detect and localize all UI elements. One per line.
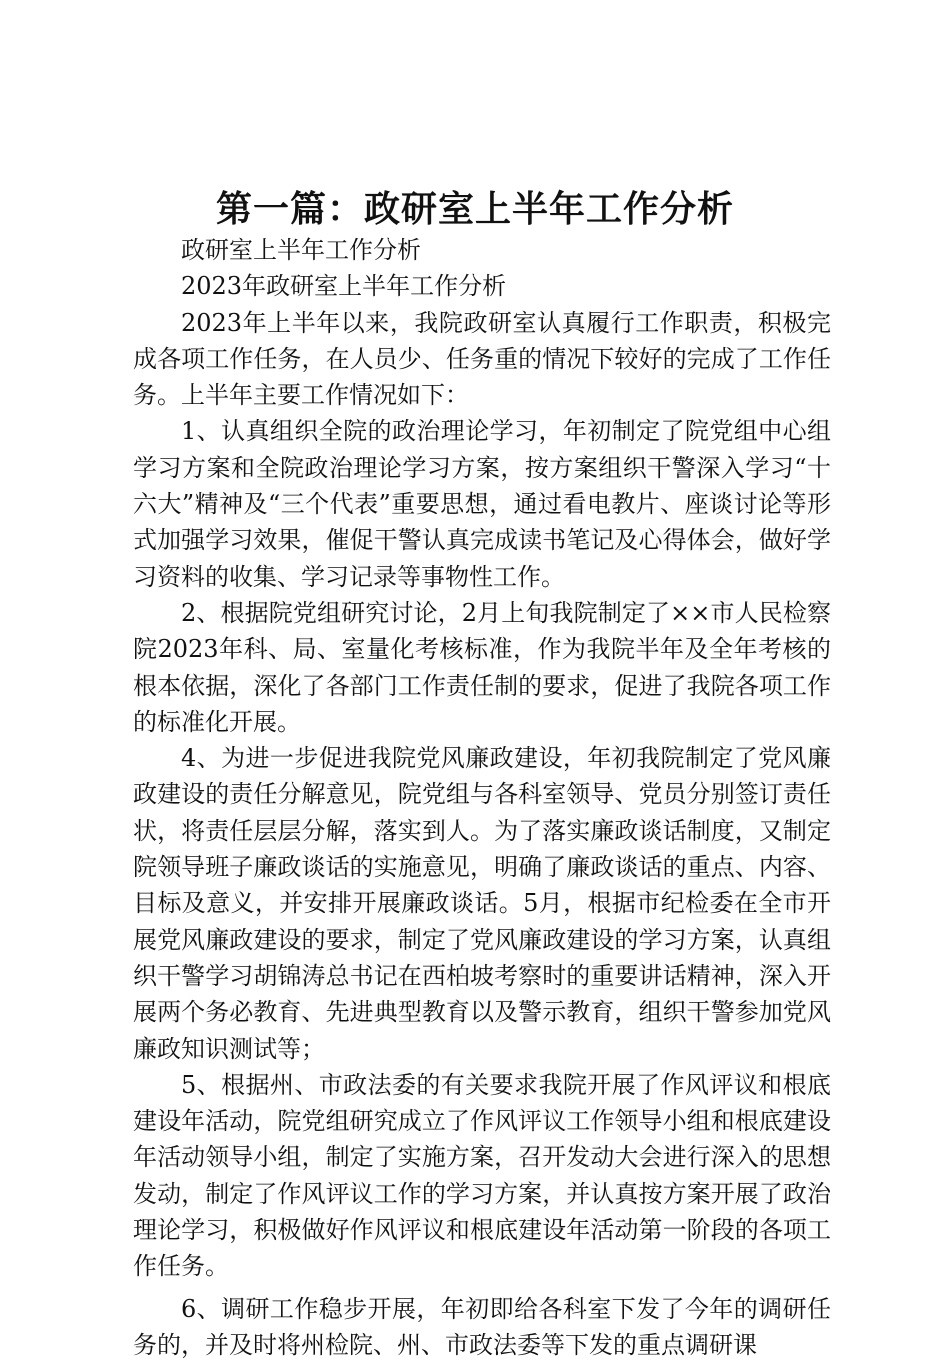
document-title: 第一篇：政研室上半年工作分析 bbox=[215, 188, 734, 230]
item-5-paragraph: 5、根据州、市政法委的有关要求我院开展了作风评议和根底建设年活动，院党组研究成立了作风评议工作领导小组和根底建设年活动领导小组，制定了实施方案，召开发动大会进行深入的思想发动，制定了作风评议工作的学习方案，并认真按方案开展了政治理论学习，积极做好作风评议和根底建设年活动第一阶段的各项工作任务。 bbox=[133, 1070, 831, 1281]
intro-paragraph: 2023年上半年以来，我院政研室认真履行工作职责，积极完成各项工作任务，在人员少、任务重的情况下较好的完成了工作任务。上半年主要工作情况如下： bbox=[133, 308, 831, 410]
year-subtitle-paragraph: 2023年政研室上半年工作分析 bbox=[181, 272, 507, 301]
subtitle-paragraph: 政研室上半年工作分析 bbox=[181, 236, 421, 264]
document-body bbox=[133, 232, 831, 1363]
item-4-paragraph: 4、为进一步促进我院党风廉政建设，年初我院制定了党风廉政建设的责任分解意见，院党组与各科室领导、党员分别签订责任状，将责任层层分解，落实到人。为了落实廉政谈话制度，又制定院领导班子廉政谈话的实施意见，明确了廉政谈话的重点、内容、目标及意义，并安排开展廉政谈话。5月，根据市纪检委在全市开展党风廉政建设的要求，制定了党风廉政建设的学习方案，认真组织干警学习胡锦涛总书记在西柏坡考察时的重要讲话精神，深入开展两个务必教育、先进典型教育以及警示教育，组织干警参加党风廉政知识测试等； bbox=[133, 744, 831, 1063]
item-6-paragraph: 6、调研工作稳步开展，年初即给各科室下发了今年的调研任务的，并及时将州检院、州、市政法委等下发的重点调研课 bbox=[133, 1294, 831, 1359]
item-1-paragraph: 1、认真组织全院的政治理论学习，年初制定了院党组中心组学习方案和全院政治理论学习方案，按方案组织干警深入学习“十六大”精神及“三个代表”重要思想，通过看电教片、座谈讨论等形式加强学习效果，催促干警认真完成读书笔记及心得体会，做好学习资料的收集、学习记录等事物性工作。 bbox=[133, 417, 831, 591]
item-2-paragraph: 2、根据院党组研究讨论，2月上旬我院制定了××市人民检察院2023年科、局、室量化考核标准，作为我院半年及全年考核的根本依据，深化了各部门工作责任制的要求，促进了我院各项工作的标准化开展。 bbox=[133, 598, 831, 736]
